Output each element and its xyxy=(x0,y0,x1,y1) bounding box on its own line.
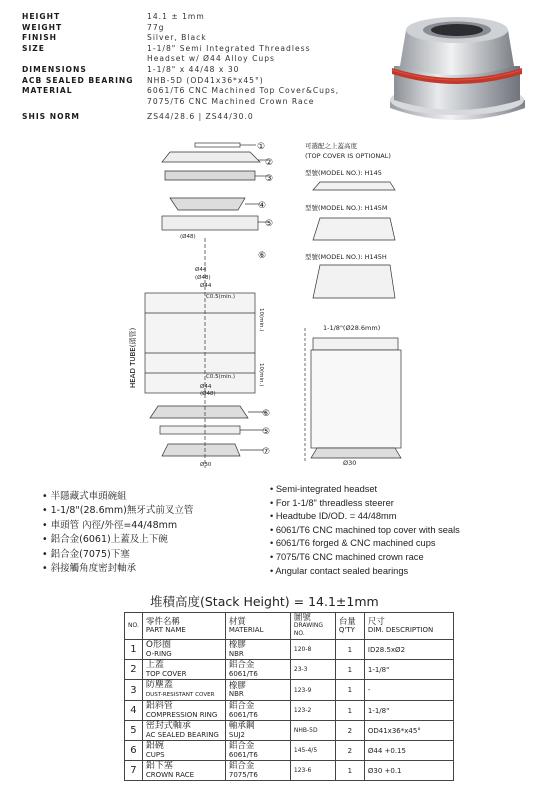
spec-key: SIZE xyxy=(22,43,45,53)
spec-value: 6061/T6 CNC Machined Top Cover&Cups, 7075/T6 CNC Machined Crown Race xyxy=(147,86,340,106)
model-label-h145m: 型號(MODEL NO.): H145M xyxy=(305,204,388,212)
dim-label: (Ø48) xyxy=(180,234,196,240)
feature-en-item: • For 1-1/8" threadless steerer xyxy=(270,497,394,508)
dim-label: 10(min.) xyxy=(258,363,264,387)
feature-en-item: • Angular contact sealed bearings xyxy=(270,565,409,576)
feature-zh-item: • 車頭管 內徑/外徑=44/48mm xyxy=(42,519,178,531)
callout-4: ④ xyxy=(258,201,267,211)
crown-dim: Ø30 xyxy=(343,459,357,467)
feature-zh-item: • 半隱藏式車頭碗組 xyxy=(42,491,127,502)
top-cover-options-diagram xyxy=(295,138,550,473)
callout-6: ⑥ xyxy=(258,251,267,261)
spec-value: 77g xyxy=(147,22,165,32)
features-zh-list xyxy=(42,490,193,576)
features-en-list xyxy=(270,483,460,578)
feature-en-item: • 6061/T6 forged & CNC machined cups xyxy=(270,538,436,549)
dim-label: Ø44 xyxy=(200,384,212,390)
spec-value: 14.1 ± 1mm xyxy=(147,12,205,21)
table-header-row xyxy=(125,613,454,640)
optional-note-zh: 可選配之上蓋高度 xyxy=(305,142,357,150)
dim-label: (Ø48) xyxy=(195,275,211,281)
callout-5b: ⑤ xyxy=(262,427,271,437)
dim-label: Ø30 xyxy=(200,462,212,468)
header-part: 零件名稱 PART NAME xyxy=(142,613,225,640)
table-row: 1 O形圈 O-RING 橡膠 NBR 120-8 1 ID28.5xØ2 xyxy=(125,640,454,660)
feature-zh-item: • 鋁合金(7075)下塞 xyxy=(42,548,130,560)
header-material: 材質 MATERIAL xyxy=(225,613,290,640)
stack-height-title: 堆積高度(Stack Height) = 14.1±1mm xyxy=(150,594,379,609)
dim-label: C0.5(min.) xyxy=(206,374,235,380)
steerer-dim: 1-1/8"(Ø28.6mm) xyxy=(323,324,381,332)
feature-en-item: • 6061/T6 CNC machined top cover with seals xyxy=(270,524,460,535)
spec-value: ZS44/28.6 | ZS44/30.0 xyxy=(147,112,254,122)
spec-key: HEIGHT xyxy=(22,12,61,21)
feature-en-item: • 7075/T6 CNC machined crown race xyxy=(270,551,424,562)
model-label-h145h: 型號(MODEL NO.): H145H xyxy=(305,253,387,261)
table-row: 7 鋁下塞 CROWN RACE 鋁合金 7075/T6 123-6 1 Ø30 +0.1 xyxy=(125,761,454,781)
spec-value: 1-1/8" x 44/48 x 30 xyxy=(147,64,240,74)
dim-label: C0.5(min.) xyxy=(206,294,235,300)
spec-key: ACB SEALED BEARING xyxy=(22,75,134,85)
dim-label: Ø44 xyxy=(195,267,207,273)
feature-zh-item: • 1-1/8"(28.6mm)無牙式前叉立管 xyxy=(42,505,194,517)
spec-value: Silver, Black xyxy=(147,33,207,43)
feature-zh-item: • 斜接觸角度密封軸承 xyxy=(42,563,137,575)
table-row: 2 上蓋 TOP COVER 鋁合金 6061/T6 23-3 1 1-1/8" xyxy=(125,660,454,680)
dim-label: (Ø48) xyxy=(200,391,216,397)
spec-key: SHIS NORM xyxy=(22,112,80,122)
optional-note-en: (TOP COVER IS OPTIONAL) xyxy=(305,152,391,160)
callout-3: ③ xyxy=(265,174,274,184)
table-row: 5 密封式軸承 AC SEALED BEARING 軸承鋼 SUJ2 NHB-5D 2 OD41x36*x45° xyxy=(125,721,454,741)
table-row: 6 鋁碗 CUPS 鋁合金 6061/T6 145-4/5 2 Ø44 +0.15 xyxy=(125,741,454,761)
header-drawing: 圖號 DRAWING NO. xyxy=(290,613,335,640)
feature-zh-item: • 鋁合金(6061)上蓋及上下碗 xyxy=(42,534,168,546)
spec-block xyxy=(22,12,347,123)
callout-1: ① xyxy=(257,142,266,152)
dim-label: 10(min.) xyxy=(258,308,264,332)
header-dim: 尺寸 DIM. DESCRIPTION xyxy=(364,613,453,640)
callout-7: ⑦ xyxy=(262,447,271,457)
head-tube-label: HEAD TUBE(頭管) xyxy=(129,327,137,388)
feature-en-item: • Semi-integrated headset xyxy=(270,484,378,494)
callout-2: ② xyxy=(265,158,274,168)
table-row: 4 鋁斜管 COMPRESSION RING 鋁合金 6061/T6 123-2 1 1-1/8" xyxy=(125,701,454,721)
callout-5: ⑤ xyxy=(265,219,274,229)
headset-product-photo xyxy=(370,8,545,126)
header-qty: 台量 Q'TY xyxy=(335,613,364,640)
dim-label: Ø44 xyxy=(200,283,212,289)
spec-key: FINISH xyxy=(22,33,58,43)
spec-key: MATERIAL xyxy=(22,86,73,96)
spec-key: DIMENSIONS xyxy=(22,64,87,74)
parts-table xyxy=(124,612,454,781)
feature-en-item: • Headtube ID/OD. = 44/48mm xyxy=(270,511,397,522)
spec-value: 1-1/8" Semi Integrated Threadless Headset w/ Ø44 Alloy Cups xyxy=(147,43,311,64)
table-row: 3 防塵蓋 DUST-RESISTANT COVER 橡膠 NBR 123-9 1 - xyxy=(125,680,454,701)
callout-6b: ⑥ xyxy=(262,409,271,419)
header-no: NO. xyxy=(125,613,143,640)
spec-key: WEIGHT xyxy=(22,22,63,32)
model-label-h145: 型號(MODEL NO.): H145 xyxy=(305,169,382,177)
spec-value: NHB-5D (OD41x36*x45°) xyxy=(147,75,264,85)
